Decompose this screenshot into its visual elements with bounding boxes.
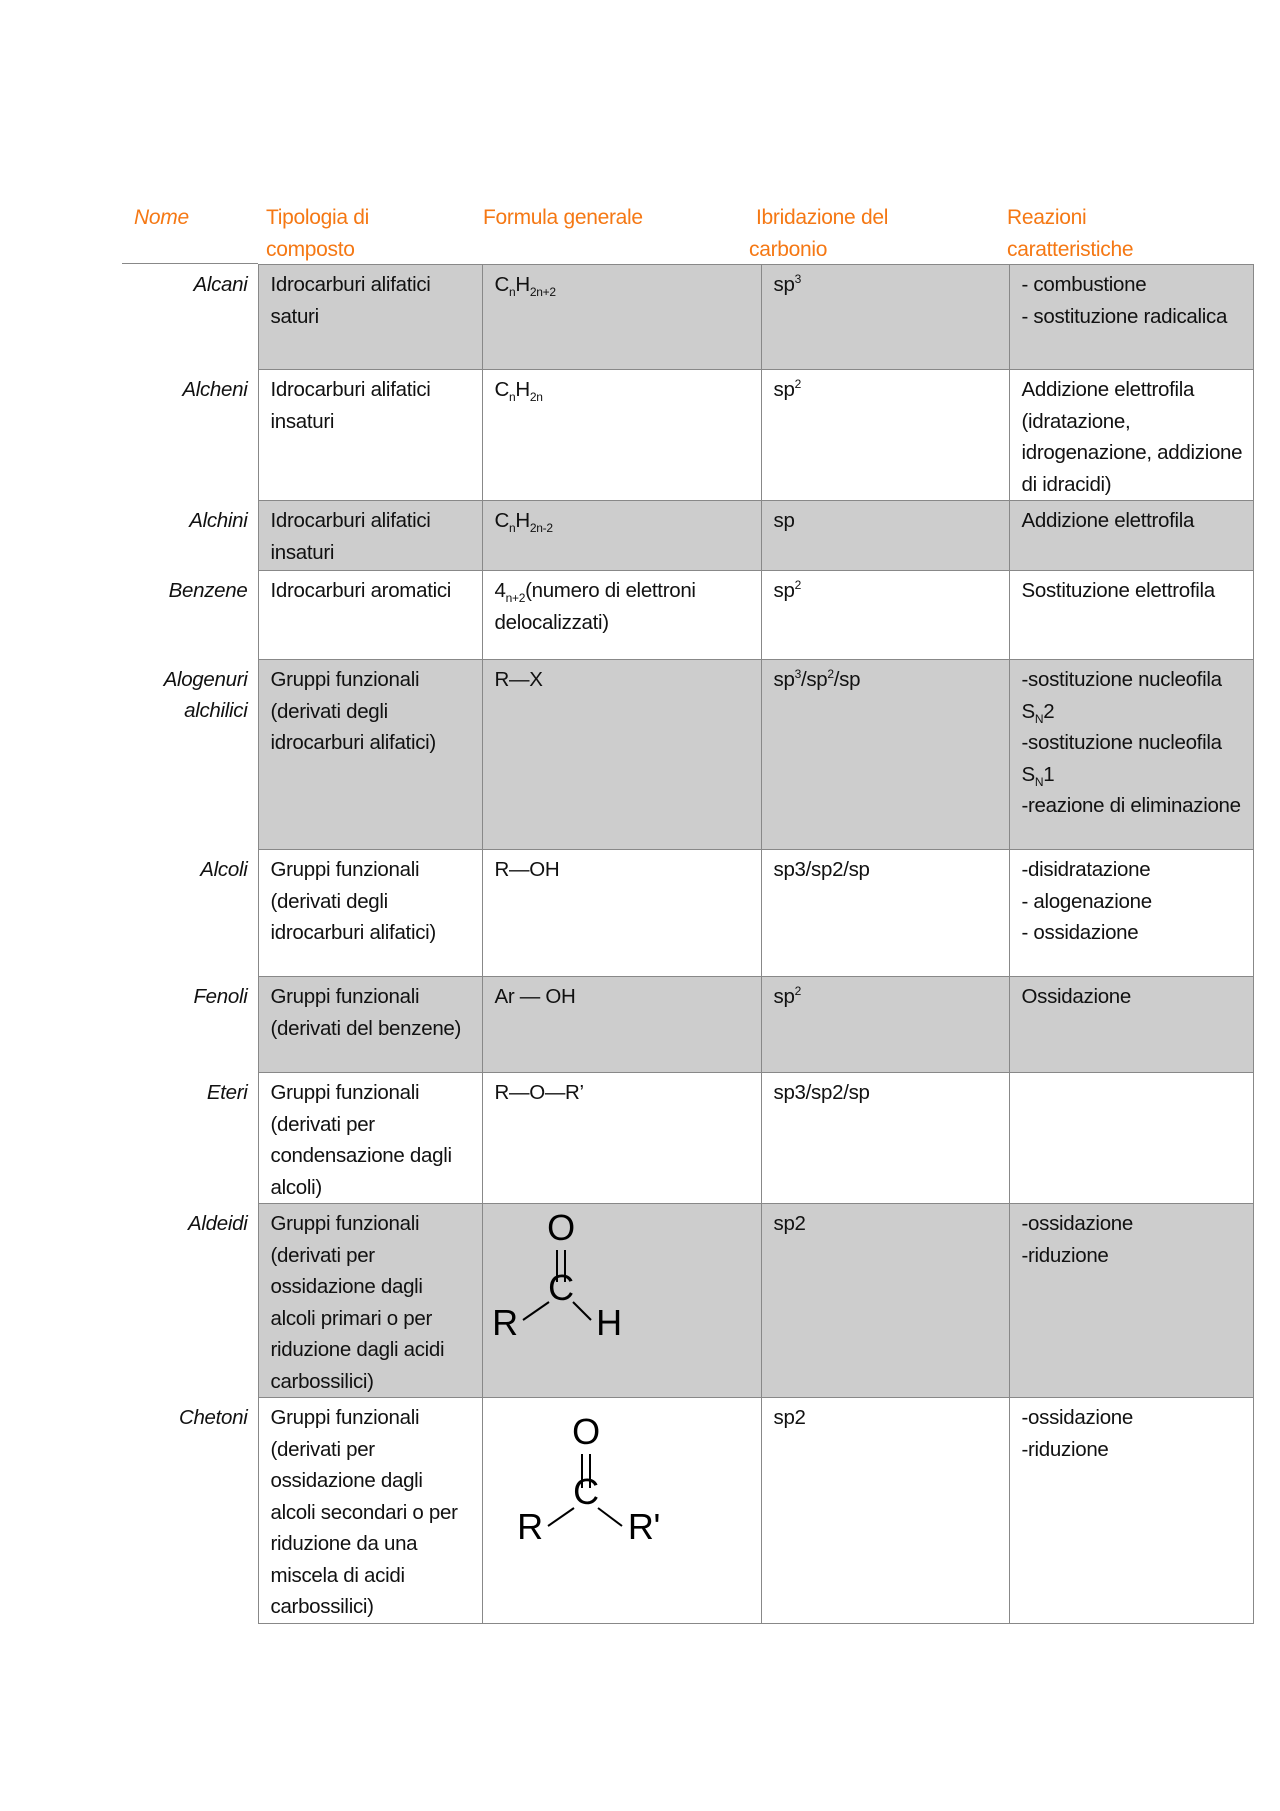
compound-type: Gruppi funzionali (derivati del benzene): [258, 977, 482, 1073]
hybrid-text: sp: [773, 985, 795, 1008]
reaction-text: -ossidazione: [1021, 1406, 1133, 1429]
reaction-line: [1022, 269, 1243, 301]
formula-text: Ar — OH: [494, 985, 576, 1008]
reaction-line: [1022, 854, 1243, 886]
table-row: [122, 660, 1253, 850]
carbon-hybridization: [761, 660, 1009, 850]
reaction-line: [1022, 575, 1243, 607]
characteristic-reactions: [1009, 1204, 1253, 1398]
formula-subscript: 2n+2: [529, 285, 556, 300]
general-formula: [482, 850, 761, 977]
carbon-hybridization: [761, 850, 1009, 977]
characteristic-reactions: [1009, 571, 1253, 660]
atom-left: R: [516, 1506, 543, 1547]
table-row: [122, 265, 1253, 370]
characteristic-reactions: [1009, 1073, 1253, 1204]
hybrid-line: [774, 575, 999, 607]
hybrid-line: [774, 1208, 999, 1240]
reaction-line: [1022, 790, 1243, 822]
bond-line: [523, 1302, 549, 1320]
general-formula: [482, 571, 761, 660]
compound-name: Aldeidi: [188, 1211, 248, 1235]
bond-line: [573, 1302, 591, 1320]
characteristic-reactions: [1009, 265, 1253, 370]
header-formula: Formula generale: [483, 206, 643, 229]
hybrid-text: sp2: [773, 1212, 806, 1235]
table-row: [122, 501, 1253, 571]
carbon-hybridization: [761, 1204, 1009, 1398]
hybrid-line: [774, 981, 999, 1013]
carbon-hybridization: [761, 501, 1009, 571]
characteristic-reactions: [1009, 501, 1253, 571]
formula-text: R—X: [494, 668, 543, 691]
hybrid-text: sp3/sp2/sp: [773, 1081, 870, 1104]
compound-type: Gruppi funzionali (derivati per ossidazione dagli alcoli primari o per riduzione dagli acidi carbossilici): [258, 1204, 482, 1398]
compound-type: Idrocarburi alifatici insaturi: [258, 370, 482, 501]
table-row: [122, 571, 1253, 660]
characteristic-reactions: [1009, 660, 1253, 850]
table-row: [122, 1398, 1253, 1624]
hybrid-supscript: 3: [794, 667, 801, 682]
compound-type: Idrocarburi alifatici saturi: [258, 265, 482, 370]
reaction-text: -sostituzione nucleofila S: [1021, 731, 1222, 786]
compound-name: Chetoni: [178, 1405, 248, 1429]
table-row: [122, 1073, 1253, 1204]
hybrid-supscript: 2: [827, 667, 834, 682]
formula-subscript: n: [509, 390, 516, 405]
reaction-text: -disidratazione: [1021, 858, 1151, 881]
reaction-subscript: N: [1034, 774, 1044, 789]
table-row: [122, 850, 1253, 977]
compound-name: Benzene: [168, 578, 248, 602]
compound-name: Alogenuri alchilici: [163, 667, 248, 722]
reaction-text: Ossidazione: [1021, 985, 1132, 1008]
reaction-text: -riduzione: [1021, 1437, 1109, 1461]
formula-text: H: [515, 273, 530, 296]
carbon-hybridization: [761, 571, 1009, 660]
formula-line: [495, 854, 751, 886]
compound-type: Idrocarburi aromatici: [258, 571, 482, 660]
hybrid-line: [774, 1077, 999, 1109]
ketone-structure: [501, 1404, 701, 1574]
formula-subscript: 2n-2: [529, 521, 553, 536]
formula-line: [495, 269, 751, 301]
formula-line: [495, 505, 751, 537]
hybrid-text: sp: [773, 378, 795, 401]
hybrid-line: [774, 854, 999, 886]
general-formula: [482, 1204, 761, 1398]
formula-subscript: 2n: [529, 390, 543, 405]
hybrid-text: /sp: [833, 668, 861, 691]
general-formula: [482, 1073, 761, 1204]
compound-type: Idrocarburi alifatici insaturi: [258, 501, 482, 571]
aldehyde-structure: [489, 1200, 689, 1370]
hybrid-supscript: 3: [794, 272, 801, 287]
reaction-line: [1022, 727, 1243, 790]
reaction-text: 1: [1043, 762, 1055, 786]
compound-type: Gruppi funzionali (derivati per ossidazione dagli alcoli secondari o per riduzione da una miscela di acidi carbossilici): [258, 1398, 482, 1624]
general-formula: [482, 660, 761, 850]
hybrid-line: [774, 374, 999, 406]
reaction-text: -sostituzione nucleofila S: [1021, 668, 1222, 723]
bond-line: [598, 1508, 622, 1526]
reaction-line: [1022, 1208, 1243, 1240]
general-formula: [482, 370, 761, 501]
reaction-text: Addizione elettrofila (idratazione, idrogenazione, addizione di idracidi): [1021, 378, 1243, 496]
hybrid-text: sp: [773, 579, 795, 602]
reaction-text: 2: [1043, 699, 1055, 723]
reaction-text: Addizione elettrofila: [1021, 509, 1195, 532]
reaction-line: [1022, 664, 1243, 727]
compound-type: Gruppi funzionali (derivati per condensazione dagli alcoli): [258, 1073, 482, 1204]
formula-line: [495, 1077, 751, 1109]
hybrid-supscript: 2: [794, 377, 801, 392]
reaction-line: [1022, 374, 1243, 500]
reaction-line: [1022, 981, 1243, 1013]
table-row: [122, 370, 1253, 501]
hybrid-supscript: 2: [794, 578, 801, 593]
table-row: [122, 977, 1253, 1073]
reaction-text: - ossidazione: [1021, 921, 1139, 944]
header-ibridazione: Ibridazione del carbonio: [749, 206, 889, 261]
characteristic-reactions: [1009, 370, 1253, 501]
compound-name: Alcoli: [200, 857, 248, 881]
atom-top: O: [546, 1207, 575, 1248]
reaction-text: -reazione di eliminazione: [1021, 794, 1241, 817]
hybrid-supscript: 2: [794, 984, 801, 999]
carbon-hybridization: [761, 1398, 1009, 1624]
formula-line: [495, 575, 751, 638]
hybrid-text: /sp: [800, 668, 828, 691]
hybrid-text: sp: [773, 668, 795, 691]
hybrid-line: [774, 1402, 999, 1434]
formula-text: C: [494, 378, 510, 401]
characteristic-reactions: [1009, 977, 1253, 1073]
atom-center: C: [547, 1267, 574, 1308]
reaction-text: - alogenazione: [1021, 889, 1152, 913]
reaction-text: -ossidazione: [1021, 1212, 1133, 1235]
formula-text: R—O—R’: [494, 1081, 584, 1104]
reaction-text: Sostituzione elettrofila: [1021, 579, 1215, 602]
atom-right: R': [627, 1506, 660, 1547]
reaction-text: - combustione: [1021, 273, 1147, 296]
formula-subscript: n+2: [505, 591, 526, 606]
hybrid-text: sp: [773, 509, 795, 532]
formula-line: [495, 981, 751, 1013]
hybrid-line: [774, 269, 999, 301]
characteristic-reactions: [1009, 1398, 1253, 1624]
compound-name: Alchini: [189, 508, 248, 532]
atom-center: C: [572, 1471, 599, 1512]
compound-type: Gruppi funzionali (derivati degli idrocarburi alifatici): [258, 850, 482, 977]
atom-left: R: [491, 1302, 518, 1343]
general-formula: [482, 977, 761, 1073]
header-nome: Nome: [134, 206, 189, 229]
hybrid-text: sp3/sp2/sp: [773, 858, 870, 881]
header-tipologia: Tipologia di composto: [266, 206, 370, 261]
compound-name: Alcani: [193, 272, 248, 296]
formula-line: [495, 664, 751, 696]
compound-name: Alcheni: [182, 377, 248, 401]
reaction-text: - sostituzione radicalica: [1021, 304, 1228, 328]
atom-top: O: [571, 1411, 600, 1452]
table-row: [122, 1204, 1253, 1398]
formula-text: C: [494, 509, 510, 532]
carbon-hybridization: [761, 1073, 1009, 1204]
formula-text: H: [515, 509, 530, 532]
formula-text: R—OH: [494, 858, 560, 881]
hybrid-line: [774, 505, 999, 537]
formula-text: H: [515, 378, 530, 401]
formula-subscript: n: [509, 521, 516, 536]
reaction-line: [1022, 1402, 1243, 1434]
general-formula: [482, 1398, 761, 1624]
reaction-line: [1022, 917, 1243, 949]
reaction-line: [1022, 1434, 1243, 1466]
formula-text: C: [494, 273, 510, 296]
reaction-line: [1022, 1240, 1243, 1272]
formula-line: [495, 374, 751, 406]
header-reazioni: Reazioni caratteristiche: [1007, 206, 1134, 261]
compound-name: Fenoli: [193, 984, 248, 1008]
bond-line: [548, 1508, 574, 1526]
carbon-hybridization: [761, 265, 1009, 370]
characteristic-reactions: [1009, 850, 1253, 977]
general-formula: [482, 265, 761, 370]
carbon-hybridization: [761, 977, 1009, 1073]
formula-subscript: n: [509, 285, 516, 300]
atom-right: H: [595, 1302, 622, 1343]
hybrid-text: sp: [773, 273, 795, 296]
formula-text: (numero di elettroni delocalizzati): [494, 579, 696, 634]
compound-type: Gruppi funzionali (derivati degli idrocarburi alifatici): [258, 660, 482, 850]
reaction-line: [1022, 886, 1243, 918]
reaction-subscript: N: [1034, 711, 1044, 726]
reaction-text: -riduzione: [1021, 1243, 1109, 1267]
carbon-hybridization: [761, 370, 1009, 501]
hybrid-text: sp2: [773, 1406, 806, 1429]
general-formula: [482, 501, 761, 571]
formula-text: 4: [494, 579, 506, 602]
compound-name: Eteri: [206, 1080, 248, 1104]
compounds-table: [122, 264, 1254, 1624]
hybrid-line: [774, 664, 999, 696]
reaction-line: [1022, 505, 1243, 537]
reaction-line: [1022, 301, 1243, 333]
